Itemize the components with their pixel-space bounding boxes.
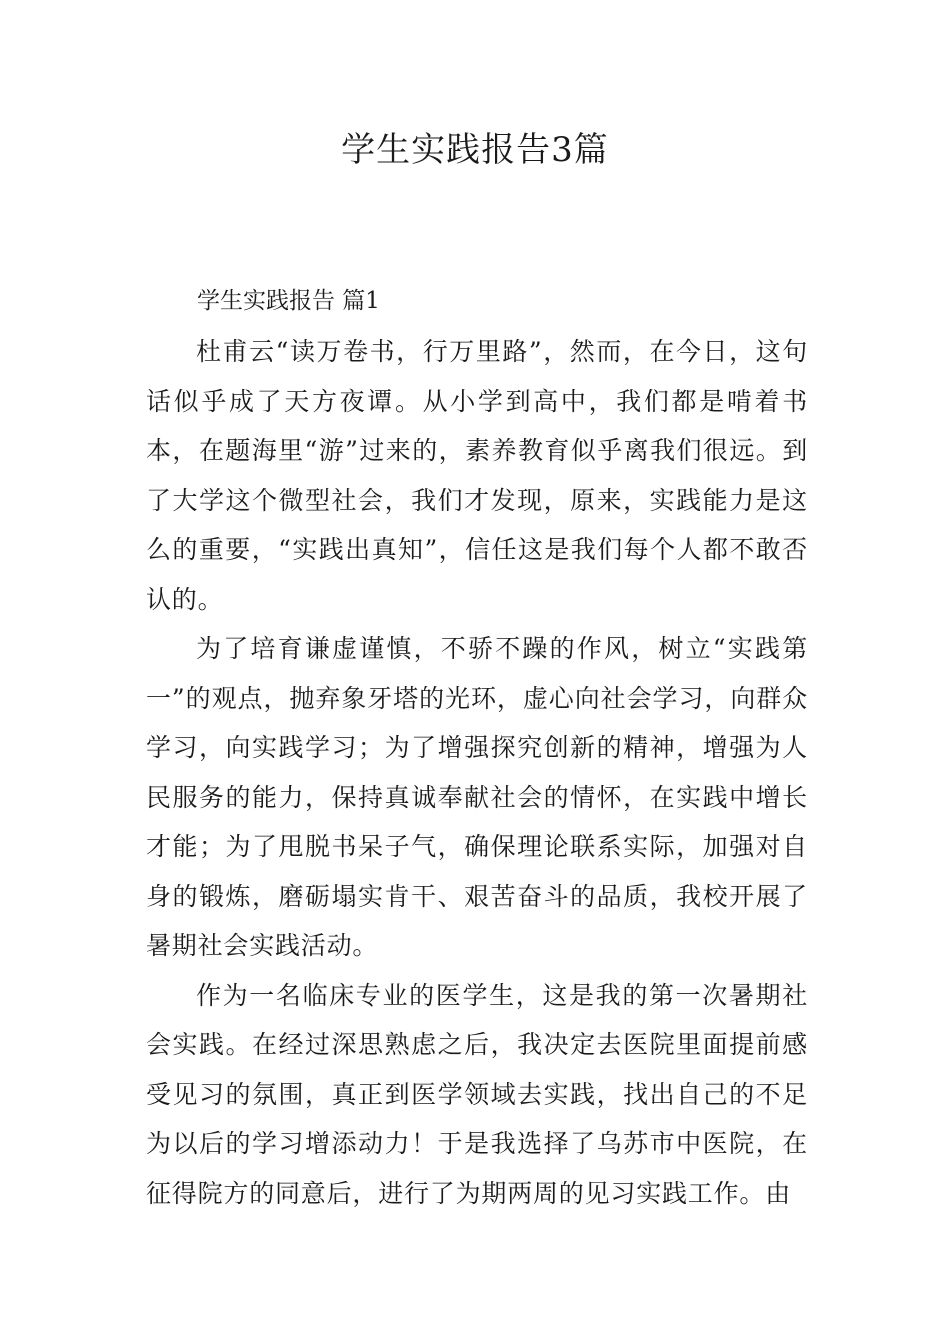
paragraph: 杜甫云“读万卷书，行万里路”，然而，在今日，这句话似乎成了天方夜谭。从小学到高中，我们都是啃着书本，在题海里“游”过来的，素养教育似乎离我们很远。到了大学这个微型社会，我们才发现，原来，实践能力是这么的重要，“实践出真知”，信任这是我们每个人都不敢否认的。 (146, 337, 808, 614)
body-text (146, 327, 808, 1218)
document-title: 学生实践报告3篇 (341, 130, 609, 170)
section-heading: 学生实践报告 篇1 (197, 288, 380, 314)
paragraph: 为了培育谦虚谨慎，不骄不躁的作风，树立“实践第一”的观点，抛弃象牙塔的光环，虚心向社会学习，向群众学习，向实践学习；为了增强探究创新的精神，增强为人民服务的能力，保持真诚奉献社会的情怀，在实践中增长才能；为了甩脱书呆子气，确保理论联系实际，加强对自身的锻炼，磨砺塌实肯干、艰苦奋斗的品质，我校开展了暑期社会实践活动。 (146, 634, 808, 960)
paragraph: 作为一名临床专业的医学生，这是我的第一次暑期社会实践。在经过深思熟虑之后，我决定去医院里面提前感受见习的氛围，真正到医学领域去实践，找出自己的不足为以后的学习增添动力！于是我选择了乌苏市中医院，在征得院方的同意后，进行了为期两周的见习实践工作。由 (146, 980, 808, 1208)
